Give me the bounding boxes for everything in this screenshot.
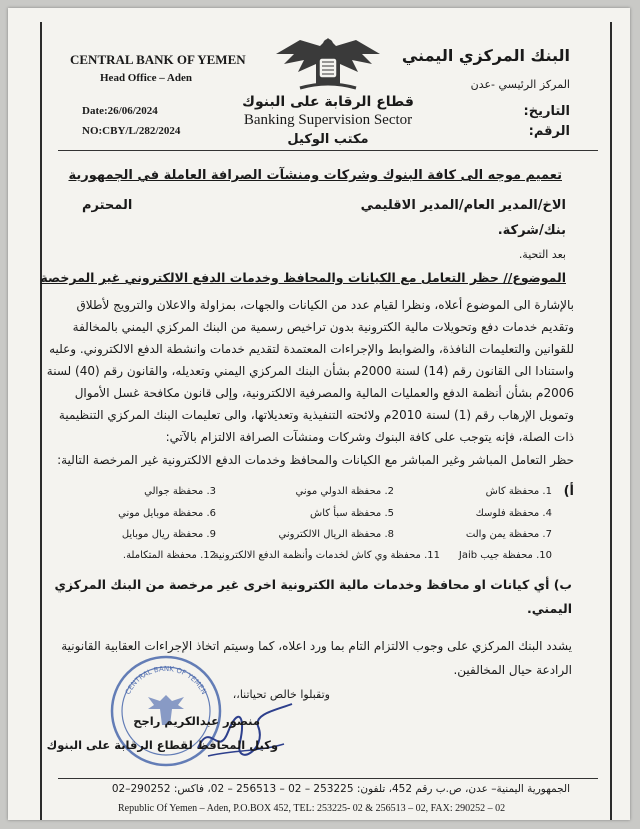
list-item: 2. محفظة الدولي موني bbox=[295, 486, 394, 497]
list-item: 5. محفظة سبأ كاش bbox=[310, 508, 394, 519]
handwritten-signature bbox=[188, 698, 298, 768]
list-item: 8. محفظة الريال الالكتروني bbox=[278, 529, 394, 540]
list-item: 6. محفظة موبايل موني bbox=[118, 508, 216, 519]
document-page bbox=[8, 8, 630, 820]
signatory-title: وكيل المحافظ لقطاع الرقابة على البنوك bbox=[46, 738, 278, 752]
bank-company-label: بنك/شركة. bbox=[497, 223, 566, 238]
signatory-name: منصور عبدالكريم راجح bbox=[133, 714, 260, 728]
date-label-ar: التاريخ: bbox=[523, 104, 570, 119]
sector-name-en: Banking Supervision Sector bbox=[243, 112, 413, 128]
office-en: Head Office – Aden bbox=[100, 72, 192, 84]
list-item: 4. محفظة فلوسك bbox=[475, 508, 552, 519]
date-en: Date:26/06/2024 bbox=[82, 105, 158, 117]
addressee: الاخ/المدير العام/المدير الاقليمي bbox=[360, 198, 566, 213]
list-item: 3. محفظة جوالي bbox=[144, 486, 216, 497]
subject-line: الموضوع// حظر التعامل مع الكيانات والمحافظ وخدمات الدفع الالكتروني غير المرخصة bbox=[40, 270, 566, 285]
body-paragraph: بالإشارة الى الموضوع أعلاه، ونظرا لقيام عدد من الكيانات والجهات، بمزاولة والاعلان والترويج لأطلاق وتقديم خدمات دفع وتحويلات مالية الكترونية بدون تراخيص رسمية من البنك المركزي اليمني بالمخالفة للقوانين والتعليمات النافذة، والضوابط والإجراءات المعتمدة لتقديم خدمات وانشطة الدفع الالكتروني. وعليه واستنادا الى القانون رقم (14) لسنة 2000م بشأن البنك المركزي اليمني وتعديله، والقانون رقم (40) لسنة 2006م بشأن أنظمة الدفع والعمليات المالية والمصرفية الالكترونية، وإلى قانون مكافحة غسل الأموال وتمويل الإرهاب رقم (1) لسنة 2010م ولائحته التنفيذية وتعديلاتها، والى تعليمات البنك المركزي التنظيمية ذات الصلة، فإنه يتوجب على كافة البنوك وشركات ومنشآت الصرافة الالتزام بالآتي: bbox=[46, 298, 574, 444]
footer-address-en: Republic Of Yemen – Aden, P.O.BOX 452, TEL: 253225- 02 & 256513 – 02, FAX: 290252 – 02 bbox=[118, 803, 506, 814]
list-item: 12. محفظة المتكاملة. bbox=[122, 550, 216, 561]
prohibition-intro: حظر التعامل المباشر وغير المباشر مع الكيانات والمحافظ وخدمات الدفع الالكترونية غير المرخصة التالية: bbox=[57, 453, 574, 467]
list-item: 1. محفظة كاش bbox=[485, 486, 552, 497]
bank-name-en: CENTRAL BANK OF YEMEN bbox=[70, 52, 246, 67]
yemen-eagle-emblem-icon bbox=[270, 32, 386, 94]
list-item: 10. محفظة جيب Jaib bbox=[458, 550, 552, 561]
footer-divider bbox=[58, 778, 598, 779]
seal-text: CENTRAL BANK OF YEMEN bbox=[123, 664, 209, 696]
office-ar: المركز الرئيسي -عدن bbox=[470, 78, 570, 91]
respected-label: المحترم bbox=[82, 198, 133, 213]
list-item: 9. محفظة ريال موبايل bbox=[121, 529, 216, 540]
list-item: 7. محفظة يمن والت bbox=[465, 529, 552, 540]
bank-name-ar: البنك المركزي اليمني bbox=[401, 46, 570, 65]
closing-paragraph: يشدد البنك المركزي على وجوب الالتزام التام بما ورد اعلاه، كما وسيتم اتخاذ الإجراءات العقابية القانونية الرادعة حيال المخالفين. bbox=[61, 639, 572, 677]
section-a-label: أ) bbox=[563, 484, 574, 499]
regards: وتقبلوا خالص تحياتنا،، bbox=[232, 688, 330, 701]
sector-name-ar: قطاع الرقابة على البنوك bbox=[242, 94, 414, 110]
svg-text:CENTRAL BANK OF YEMEN bbox=[124, 665, 208, 696]
footer-address-ar: الجمهورية اليمنية– عدن، ص.ب رقم 452، تلفون: 253225 – 02 – 256513 – 02، فاكس: 290252–02 bbox=[111, 783, 570, 795]
list-item: 11. محفظة وي كاش لخدمات وأنظمة الدفع الالكترونية bbox=[213, 550, 440, 561]
office-subtitle-ar: مكتب الوكيل bbox=[287, 132, 369, 147]
reference-no-en: NO:CBY/L/282/2024 bbox=[82, 125, 181, 137]
header-divider bbox=[58, 150, 598, 151]
greeting: بعد التحية. bbox=[518, 248, 566, 261]
reference-label-ar: الرقم: bbox=[528, 124, 570, 139]
circular-title: تعميم موجه الى كافة البنوك وشركات ومنشآت الصرافة العاملة في الجمهورية bbox=[68, 168, 562, 183]
section-b: ب) أي كيانات او محافظ وخدمات مالية الكترونية اخرى غير مرخصة من البنك المركزي اليمني. bbox=[54, 577, 572, 616]
